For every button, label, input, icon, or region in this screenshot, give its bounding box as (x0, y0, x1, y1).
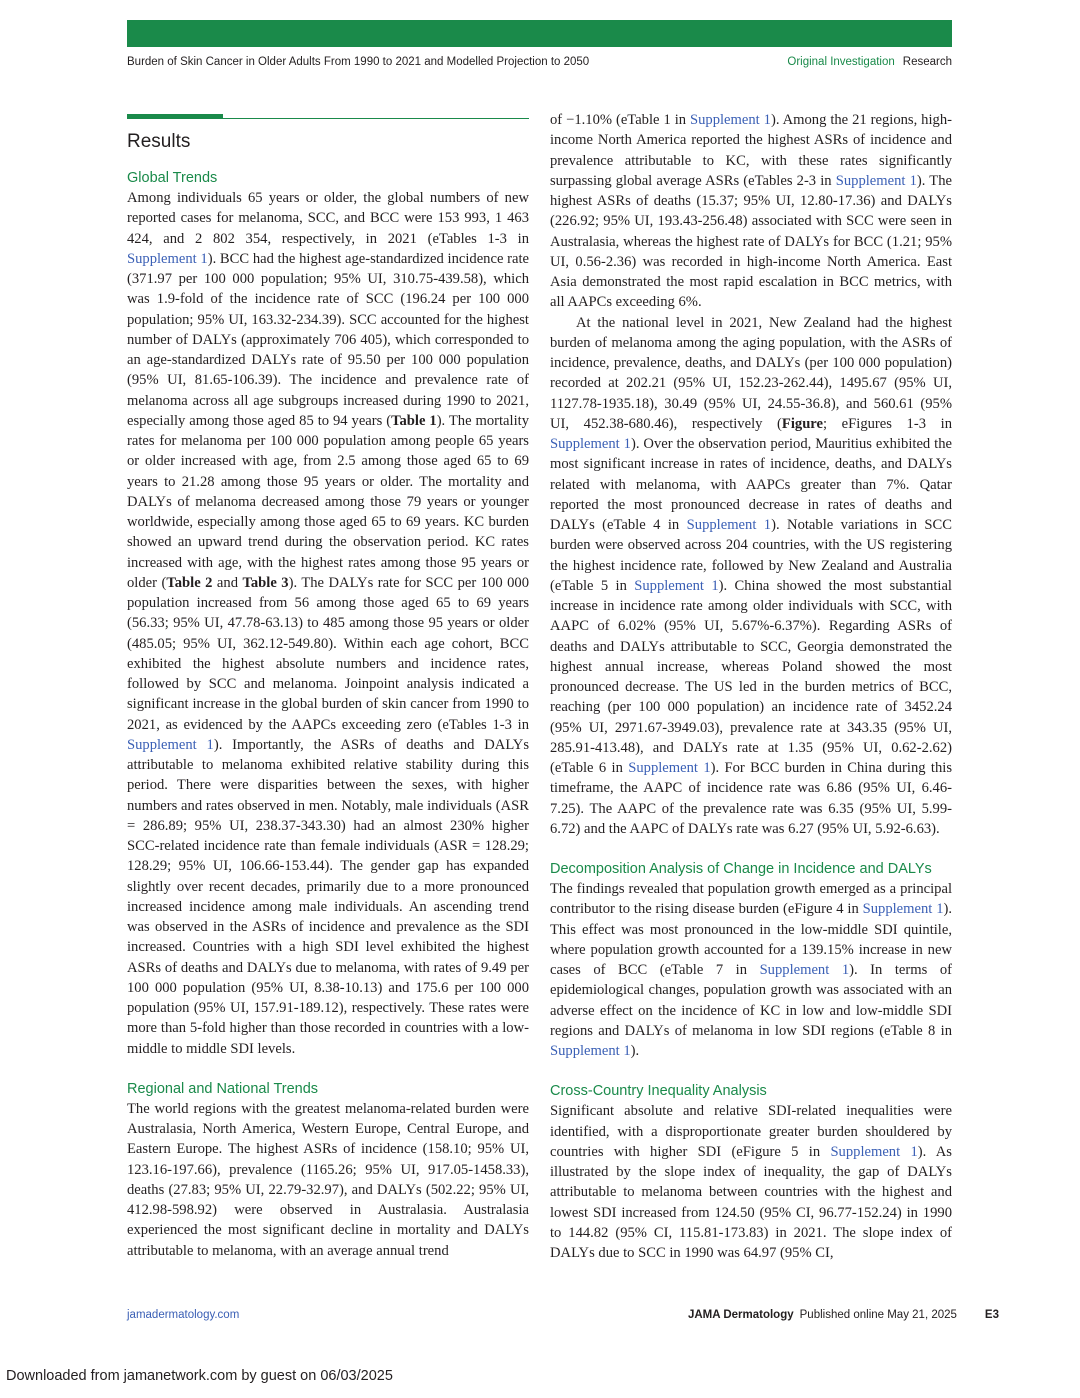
category-label[interactable]: Original Investigation (787, 56, 895, 68)
supplement-link[interactable]: Supplement 1 (127, 736, 214, 753)
journal-site-link[interactable]: jamadermatology.com (127, 1309, 240, 1321)
supplement-link[interactable]: Supplement 1 (835, 172, 917, 189)
supplement-link[interactable]: Supplement 1 (127, 250, 208, 267)
heading-inequality: Cross-Country Inequality Analysis (550, 1083, 767, 1100)
paragraph-regional-trends: The world regions with the greatest melanoma-related burden were Australasia, North America, Western Europe, Central Europe, and Eastern Europe. The highest ASRs of incidence (158.10; 95% UI, 123.16-197.66), prevalence (1165.26; 95% UI, 917.05-1458.33), deaths (27.83; 95% UI, 22.79-32.97), and DALYs (502.22; 95% UI, 412.98-598.92) were observed in Australasia. Australasia experienced the most significant decline in mortality and DALYs attributable to melanoma, with an average annual trend (127, 1100, 529, 1259)
table-ref[interactable]: Table 1 (391, 412, 437, 429)
table-ref[interactable]: Table 3 (242, 574, 289, 591)
header-color-bar (127, 20, 952, 47)
heading-global-trends: Global Trends (127, 170, 218, 186)
supplement-link[interactable]: Supplement 1 (862, 901, 944, 918)
footer-journal-info (688, 1309, 999, 1321)
supplement-link[interactable]: Supplement 1 (686, 517, 772, 533)
supplement-link[interactable]: Supplement 1 (689, 112, 771, 128)
journal-name: JAMA Dermatology (687, 1309, 794, 1321)
heading-decomposition: Decomposition Analysis of Change in Incidence and DALYs (550, 861, 932, 877)
left-column (127, 110, 529, 1261)
publication-date: Published online May 21, 2025 (799, 1309, 957, 1321)
supplement-link[interactable]: Supplement 1 (830, 1143, 918, 1160)
table-ref[interactable]: Table 2 (166, 574, 213, 591)
supplement-link[interactable]: Supplement 1 (628, 760, 711, 776)
paragraph-national-level: At the national level in 2021, New Zealand had the highest burden of melanoma among the aging population, with the ASRs of incidence, prevalence, deaths, and DALYs (per 100 000 population) recorded at 202.21 (95% UI, 152.23-262.44), 1495.67 (95% UI, 1127.78-1935.18), 30.49 (95% UI, 24.55-36.8), and 560.61 (95% UI, 452.38-680.46), respectively (Figure; eFigures 1-3 in Supplement 1). Over the observation period, Mauritius exhibited the most significant increase in rates of incidence, deaths, and DALYs related with melanoma, with AAPCs greater than 7%. Qatar reported the most pronounced decrease in rates of deaths and DALYs (eTable 4 in Supplement 1). Notable variations in SCC burden were observed across 204 countries, with the US registering the highest incidence rate, followed by New Zealand and Australia (eTable 5 in Supplement 1). China showed the most substantial increase in incidence rate among older individuals with SCC, with AAPC of 6.02% (95% UI, 5.67%-6.37%). Regarding ASRs of deaths and DALYs attributable to SCC, Georgia demonstrated the highest annual increase, whereas Poland showed the most pronounced decrease. The US led in the burden metrics of BCC, reaching (per 100 000 population) an incidence rate of 3452.24 (95% UI, 2971.67-3949.03), prevalence rate at 343.35 (95% UI, 285.91-413.48), and DALYs rate at 1.35 (95% UI, 0.62-2.62) (eTable 6 in Supplement 1). For BCC burden in China during this timeframe, the AAPC of incidence rate was 6.86 (95% UI, 6.46-7.25). The AAPC of the prevalence rate was 6.35 (95% UI, 5.99-6.72) and the AAPC of DALYs rate was 6.27 (95% UI, 5.92-6.63). (550, 314, 953, 837)
paragraph-global-trends: Among individuals 65 years or older, the global numbers of new reported cases for melanoma, SCC, and BCC were 153 993, 1 463 424, and 2 802 354, respectively, in 2021 (eTables 1-3 in Supplement 1). BCC had the highest age-standardized incidence rate (371.97 per 100 000 population; 95% UI, 310.75-439.58), which was 1.9-fold of the incidence rate of SCC (196.24 per 100 000 population; 95% UI, 163.32-234.39). SCC accounted for the highest number of DALYs (approximately 706 405), which corresponded to an age-standardized DALYs rate of 95.50 per 100 000 population (95% UI, 81.65-106.39). The incidence and prevalence rate of melanoma across all age subgroups increased during 1990 to 2021, especially among those aged 85 to 94 years (Table 1). The mortality rates for melanoma per 100 000 population among people 65 years or older increased with age, from 2.5 among those aged 65 to 69 years to 21.28 among those 95 years or older. The mortality and DALYs of melanoma decreased among those 79 years or younger worldwide, especially among those aged 65 to 69 years. KC burden showed an upward trend during the observation period. KC rates increased with age, with the highest rates among those 95 years or older (Table 2 and Table 3). The DALYs rate for SCC per 100 000 population increased from 56 among those aged 65 to 69 years (56.33; 95% UI, 47.78-63.13) to 485 among those 95 years or older (485.05; 95% UI, 362.12-549.80). Within each age cohort, BCC exhibited the highest absolute numbers and incidence rates, followed by SCC and melanoma. Joinpoint analysis indicated a significant increase in the global burden of skin cancer from 1990 to 2021, as evidenced by the AAPCs exceeding zero (eTables 1-3 in Supplement 1). Importantly, the ASRs of deaths and DALYs attributable to melanoma exhibited relative stability during this period. There were disparities between the sexes, with higher numbers and rates observed in men. Notably, male individuals (ASR = 286.89; 95% UI, 238.37-343.30) had an almost 230% higher SCC-related incidence rate than female individuals (ASR = 128.29; 128.29; 95% UI, 106.66-153.44). The gender gap has expanded slightly over recent decades, primarily due to a more pronounced increased incidence among male individuals. An ascending trend was observed in the ASRs of incidence and prevalence as the SDI increased. Countries with a high SDI level exhibited the highest ASRs of deaths and DALYs due to melanoma, with rates of 9.49 per 100 000 population (95% UI, 8.38-10.13) and 175.6 per 100 000 population (95% UI, 157.91-189.12), respectively. These rates were more than 5-fold higher than those recorded in countries with a low-middle to middle SDI levels. (127, 190, 530, 1057)
paragraph-regional-continued: of −1.10% (eTable 1 in Supplement 1). Among the 21 regions, high-income North America reported the highest ASRs of incidence and prevalence attributable to KC, with these rates significantly surpassing global average ASRs (eTables 2-3 in Supplement 1). The highest ASRs of deaths (15.37; 95% UI, 12.80-17.36) and DALYs (226.92; 95% UI, 193.43-256.48) associated with SCC were seen in Australasia, whereas the highest rate of DALYs for BCC (1.21; 95% UI, 0.56-2.36) was recorded in high-income North America. East Asia demonstrated the most rapid escalation in BCC metrics, with all AAPCs exceeding 6%. (550, 112, 952, 311)
right-column (550, 110, 952, 1263)
figure-ref[interactable]: Figure (781, 415, 823, 432)
supplement-link[interactable]: Supplement 1 (634, 577, 719, 594)
supplement-link[interactable]: Supplement 1 (759, 962, 850, 978)
article-type (787, 56, 952, 68)
paragraph-decomposition: The findings revealed that population growth emerged as a principal contributor to the rising disease burden (eFigure 4 in Supplement 1). This effect was most pronounced in the low-middle SDI quintile, where population growth accounted for a 139.15% increase in new cases of BCC (eTable 7 in Supplement 1). In terms of epidemiological changes, population growth was associated with an adverse effect on the incidence of KC in low and low-middle SDI regions and DALYs of melanoma in low SDI regions (eTable 8 in Supplement 1). (550, 881, 953, 1059)
section-title: Results (127, 131, 191, 152)
page-number: E3 (984, 1309, 999, 1321)
section-rule (127, 110, 529, 119)
section-label: Research (902, 56, 952, 68)
heading-regional-trends: Regional and National Trends (127, 1080, 319, 1097)
download-notice: Downloaded from jamanetwork.com by guest on 06/03/2025 (6, 1368, 393, 1384)
supplement-link[interactable]: Supplement 1 (550, 1043, 631, 1059)
supplement-link[interactable]: Supplement 1 (550, 436, 631, 452)
running-title: Burden of Skin Cancer in Older Adults From 1990 to 2021 and Modelled Projection to 2050 (127, 56, 590, 68)
paragraph-inequality: Significant absolute and relative SDI-related inequalities were identified, with a disproportionate greater burden shouldered by countries with higher SDI (eFigure 5 in Supplement 1). As illustrated by the slope index of inequality, the gap of DALYs attributable to melanoma between countries with the highest and lowest SDI increased from 124.50 (95% CI, 96.77-152.24) in 1990 to 144.82 (95% CI, 115.81-173.83) in 2021. The slope index of DALYs due to SCC in 1990 was 64.97 (95% CI, (550, 1103, 952, 1261)
